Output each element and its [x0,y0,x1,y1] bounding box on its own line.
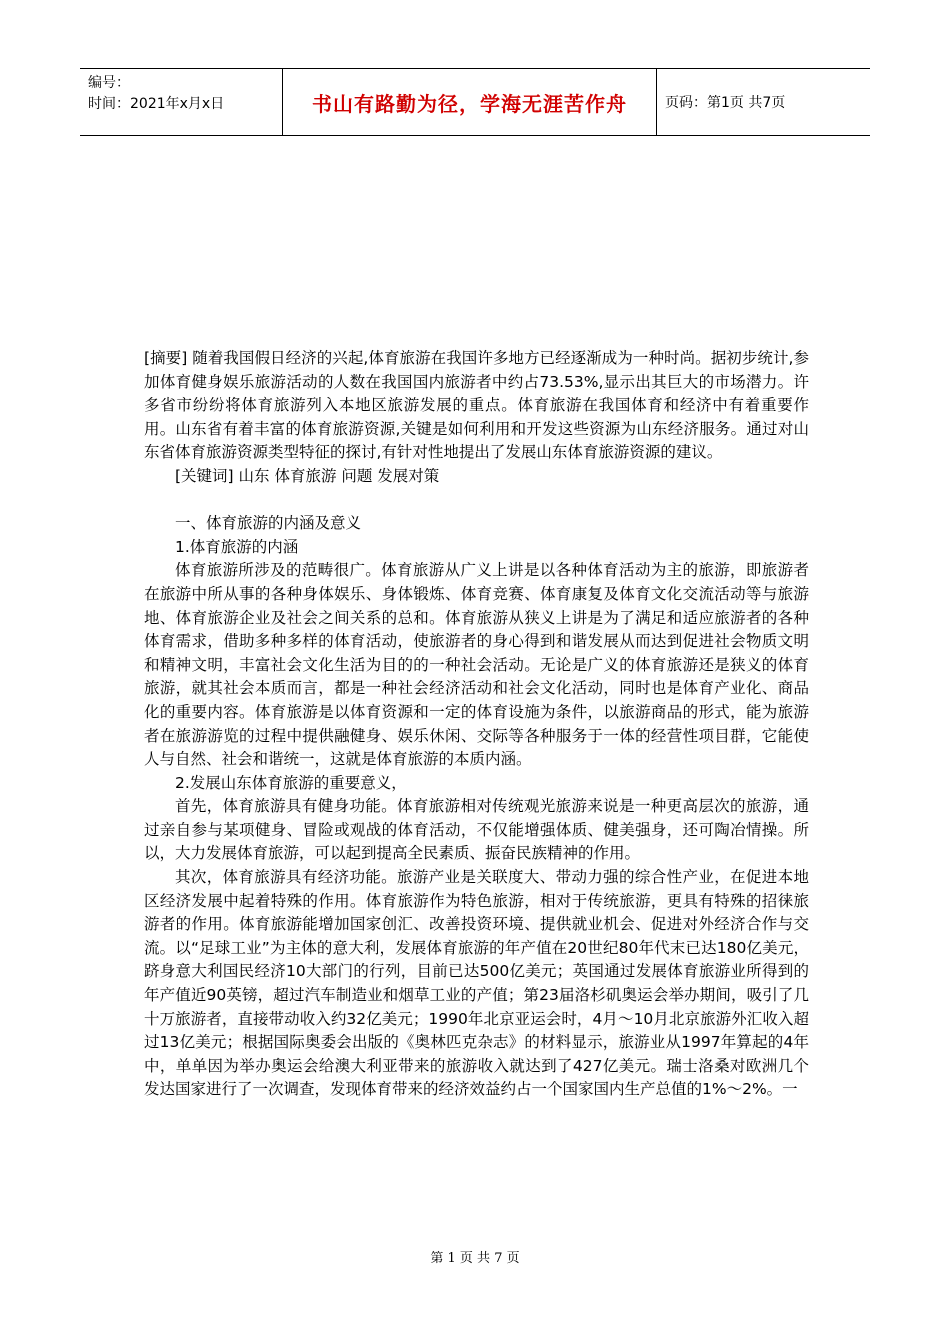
header-meta [88,73,283,115]
keywords: [关键词] 山东 体育旅游 问题 发展对策 [175,466,440,485]
body-paragraph: 体育旅游所涉及的范畴很广。体育旅游从广义上讲是以各种体育活动为主的旅游，即旅游者在旅游中所从事的各种身体娱乐、身体锻炼、体育竞赛、体育康复及体育文化交流活动等与旅游地、体育旅游企业及社会之间关系的总和。体育旅游从狭义上讲是为了满足和适应旅游者的各种体育需求，借助多种多样的体育活动，使旅游者的身心得到和谐发展从而达到促进社会物质文明和精神文明，丰富社会文化生活为目的的一种社会活动。无论是广义的体育旅游还是狭义的体育旅游，就其社会本质而言，都是一种社会经济活动和社会文化活动，同时也是体育产业化、商品化的重要内容。体育旅游是以体育资源和一定的体育设施为条件，以旅游商品的形式，能为旅游者在旅游游览的过程中提供融健身、娱乐休闲、交际等各种服务于一体的经营性项目群，它能使人与自然、社会和谐统一，这就是体育旅游的本质内涵。 [144,561,809,769]
document-time-label: 时间：2021年x月x日 [88,96,225,112]
subsection-title: 1.体育旅游的内涵 [175,537,299,556]
abstract: [摘要] 随着我国假日经济的兴起,体育旅游在我国许多地方已经逐渐成为一种时尚。据初步统计,参加体育健身娱乐旅游活动的人数在我国国内旅游者中约占73.53%,显示出其巨大的市场潜力。许多省市纷纷将体育旅游列入本地区旅游发展的重点。体育旅游在我国体育和经济中有着重要作用。山东省有着丰富的体育旅游资源,关键是如何利用和开发这些资源为山东经济服务。通过对山东省体育旅游资源类型特征的探讨,有针对性地提出了发展山东体育旅游资源的建议。 [144,349,809,462]
page-footer: 第 1 页 共 7 页 [430,1251,520,1266]
document-number-label: 编号： [88,75,130,91]
body-paragraph: 首先，体育旅游具有健身功能。体育旅游相对传统观光旅游来说是一种更高层次的旅游，通过亲自参与某项健身、冒险或观战的体育活动，不仅能增强体质、健美强身，还可陶冶情操。所以，大力发展体育旅游，可以起到提高全民素质、振奋民族精神的作用。 [144,797,809,863]
page-header [80,68,870,136]
subsection-title: 2.发展山东体育旅游的重要意义， [175,773,407,792]
header-page-info: 页码：第1页 共7页 [665,95,786,111]
document-body [144,347,809,1102]
section-title: 一、体育旅游的内涵及意义 [175,514,362,533]
header-motto: 书山有路勤为径，学海无涯苦作舟 [282,69,657,135]
spacer [144,489,809,513]
body-paragraph: 其次，体育旅游具有经济功能。旅游产业是关联度大、带动力强的综合性产业，在促进本地区经济发展中起着特殊的作用。体育旅游作为特色旅游，相对于传统旅游，更具有特殊的招徕旅游者的作用。体育旅游能增加国家创汇、改善投资环境、提供就业机会、促进对外经济合作与交流。以“足球工业”为主体的意大利，发展体育旅游的年产值在20世纪80年代末已达180亿美元，跻身意大利国民经济10大部门的行列，目前已达500亿美元；英国通过发展体育旅游业所得到的年产值近90英镑，超过汽车制造业和烟草工业的产值；第23届洛杉矶奥运会举办期间，吸引了几十万旅游者，直接带动收入约32亿美元；1990年北京亚运会时，4月～10月北京旅游外汇收入超过13亿美元；根据国际奥委会出版的《奥林匹克杂志》的材料显示，旅游业从1997年算起的4年中，单单因为举办奥运会给澳大利亚带来的旅游收入就达到了427亿美元。瑞士洛桑对欧洲几个发达国家进行了一次调查，发现体育带来的经济效益约占一个国家国内生产总值的1%～2%。一 [144,868,809,1099]
